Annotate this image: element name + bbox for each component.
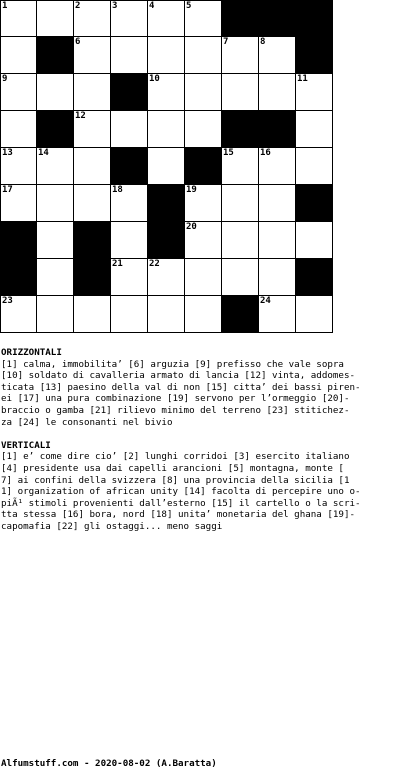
grid-cell[interactable] bbox=[148, 259, 185, 296]
grid-cell[interactable] bbox=[185, 185, 222, 222]
footer-credit: Alfumstuff.com - 2020-08-02 (A.Baratta) bbox=[1, 758, 217, 769]
grid-cell[interactable] bbox=[74, 111, 111, 148]
grid-cell[interactable] bbox=[37, 222, 74, 259]
grid-cell[interactable] bbox=[296, 296, 333, 333]
grid-cell[interactable] bbox=[111, 37, 148, 74]
clue-number: 20 bbox=[186, 222, 197, 232]
grid-cell[interactable] bbox=[111, 185, 148, 222]
black-square bbox=[37, 111, 74, 148]
clue-number: 10 bbox=[149, 74, 160, 84]
clue-number: 6 bbox=[75, 37, 81, 47]
crossword-grid bbox=[0, 0, 333, 333]
grid-cell[interactable] bbox=[148, 74, 185, 111]
grid-cell[interactable] bbox=[74, 37, 111, 74]
black-square bbox=[111, 148, 148, 185]
grid-cell[interactable] bbox=[111, 111, 148, 148]
clue-number: 4 bbox=[149, 1, 155, 11]
black-square bbox=[111, 74, 148, 111]
grid-cell[interactable] bbox=[37, 0, 74, 37]
down-heading: VERTICALI bbox=[1, 439, 51, 451]
grid-cell[interactable] bbox=[296, 222, 333, 259]
black-square bbox=[296, 259, 333, 296]
grid-cell[interactable] bbox=[259, 37, 296, 74]
across-heading: ORIZZONTALI bbox=[1, 347, 62, 358]
grid-cell[interactable] bbox=[74, 296, 111, 333]
clues-section bbox=[1, 347, 399, 533]
clue-number: 7 bbox=[223, 37, 229, 47]
grid-cell[interactable] bbox=[296, 148, 333, 185]
clue-number: 12 bbox=[75, 111, 86, 121]
grid-cell[interactable] bbox=[185, 259, 222, 296]
grid-cell[interactable] bbox=[0, 148, 37, 185]
grid-cell[interactable] bbox=[37, 74, 74, 111]
grid-cell[interactable] bbox=[0, 0, 37, 37]
grid-cell[interactable] bbox=[74, 185, 111, 222]
grid-cell[interactable] bbox=[185, 111, 222, 148]
grid-cell[interactable] bbox=[296, 111, 333, 148]
grid-cell[interactable] bbox=[259, 148, 296, 185]
clue-number: 14 bbox=[38, 148, 49, 158]
black-square bbox=[148, 222, 185, 259]
black-square bbox=[222, 296, 259, 333]
clue-number: 5 bbox=[186, 1, 192, 11]
grid-cell[interactable] bbox=[148, 37, 185, 74]
grid-cell[interactable] bbox=[111, 296, 148, 333]
grid-cell[interactable] bbox=[37, 296, 74, 333]
black-square bbox=[222, 0, 259, 37]
black-square bbox=[0, 222, 37, 259]
clue-number: 15 bbox=[223, 148, 234, 158]
clue-number: 1 bbox=[2, 1, 8, 11]
grid-cell[interactable] bbox=[222, 148, 259, 185]
clue-number: 9 bbox=[2, 74, 8, 84]
grid-cell[interactable] bbox=[222, 74, 259, 111]
grid-cell[interactable] bbox=[111, 0, 148, 37]
black-square bbox=[148, 185, 185, 222]
grid-cell[interactable] bbox=[259, 185, 296, 222]
clue-number: 16 bbox=[260, 148, 271, 158]
clue-number: 11 bbox=[297, 74, 308, 84]
grid-cell[interactable] bbox=[37, 148, 74, 185]
grid-cell[interactable] bbox=[185, 0, 222, 37]
grid-cell[interactable] bbox=[222, 222, 259, 259]
black-square bbox=[296, 185, 333, 222]
black-square bbox=[222, 111, 259, 148]
grid-cell[interactable] bbox=[148, 111, 185, 148]
grid-cell[interactable] bbox=[259, 74, 296, 111]
black-square bbox=[259, 0, 296, 37]
grid-cell[interactable] bbox=[0, 111, 37, 148]
clue-number: 22 bbox=[149, 259, 160, 269]
grid-cell[interactable] bbox=[0, 296, 37, 333]
clue-number: 17 bbox=[2, 185, 13, 195]
grid-cell[interactable] bbox=[148, 148, 185, 185]
grid-cell[interactable] bbox=[148, 296, 185, 333]
black-square bbox=[74, 259, 111, 296]
grid-cell[interactable] bbox=[222, 185, 259, 222]
grid-cell[interactable] bbox=[296, 74, 333, 111]
grid-cell[interactable] bbox=[74, 148, 111, 185]
across-clues: [1] calma, immobilita’ [6] arguzia [9] prefisso che vale sopra [10] soldato di cavalleria armato di lancia [12] vinta, addomes- ticata [13] paesino della val di non [15] citta’ dei bassi piren- ei [17] una pura combinazione [19] servono per l’ormeggio [20]- braccio o gamba [21] rilievo minimo del terreno [23] stitichez- za [24] le consonanti nel bivio bbox=[1, 358, 361, 428]
grid-cell[interactable] bbox=[259, 296, 296, 333]
black-square bbox=[296, 37, 333, 74]
grid-cell[interactable] bbox=[185, 222, 222, 259]
black-square bbox=[74, 222, 111, 259]
black-square bbox=[0, 259, 37, 296]
grid-cell[interactable] bbox=[222, 37, 259, 74]
black-square bbox=[37, 37, 74, 74]
grid-cell[interactable] bbox=[148, 0, 185, 37]
grid-cell[interactable] bbox=[185, 74, 222, 111]
clue-number: 2 bbox=[75, 1, 81, 11]
grid-cell[interactable] bbox=[74, 0, 111, 37]
grid-cell[interactable] bbox=[259, 222, 296, 259]
grid-cell[interactable] bbox=[185, 296, 222, 333]
grid-cell[interactable] bbox=[185, 37, 222, 74]
grid-cell[interactable] bbox=[0, 74, 37, 111]
grid-cell[interactable] bbox=[0, 185, 37, 222]
grid-cell[interactable] bbox=[0, 37, 37, 74]
grid-cell[interactable] bbox=[111, 259, 148, 296]
down-clues: [1] e’ come dire cio’ [2] lunghi corridoi [3] esercito italiano [4] presidente usa dai capelli arancioni [5] montagna, monte [ 7] ai confini della svizzera [8] una provincia della sicilia [1 1] organization of african unity [14] facolta di percepire uno o- piÃ¹ stimoli provenienti dall’esterno [15] il cartello o la scri- tta stessa [16] bora, nord [18] unita’ monetaria del ghana [19]- capomafia [22] gli ostaggi... meno saggi bbox=[1, 451, 361, 532]
grid-cell[interactable] bbox=[74, 74, 111, 111]
grid-cell[interactable] bbox=[222, 259, 259, 296]
clue-number: 3 bbox=[112, 1, 118, 11]
black-square bbox=[296, 0, 333, 37]
clue-number: 21 bbox=[112, 259, 123, 269]
grid-cell[interactable] bbox=[37, 185, 74, 222]
clue-number: 18 bbox=[112, 185, 123, 195]
grid-cell[interactable] bbox=[259, 259, 296, 296]
grid-cell[interactable] bbox=[111, 222, 148, 259]
clue-number: 8 bbox=[260, 37, 266, 47]
black-square bbox=[259, 111, 296, 148]
grid-cell[interactable] bbox=[37, 259, 74, 296]
clue-number: 23 bbox=[2, 296, 13, 306]
clue-number: 24 bbox=[260, 296, 271, 306]
clue-number: 13 bbox=[2, 148, 13, 158]
clue-number: 19 bbox=[186, 185, 197, 195]
black-square bbox=[185, 148, 222, 185]
